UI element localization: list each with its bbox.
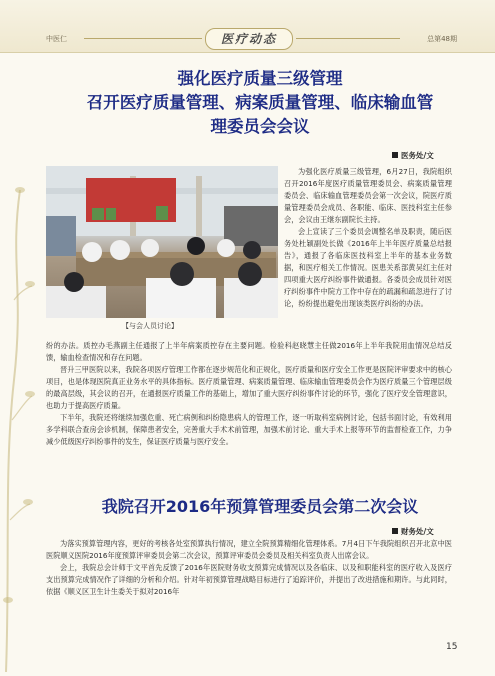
article1-paragraph: 下半年，我院还将继续加强危重、死亡病例和纠纷隐患病人的管理工作，逐一听取科室病例讨论，包括书面讨论，有效利用多学科联合查房会诊机制，保障患者安全，完善重大手术术前管理，加强术前讨论、重大手术上报等环节的监督检查工作，力争减少低级医疗纠纷事件的发生，保证医疗质量与医疗安全。 xyxy=(46,413,452,446)
journal-name: 中医仁 xyxy=(46,35,67,43)
section-title: 医疗动态 xyxy=(205,28,293,50)
photo-caption: 【与会人员讨论】 xyxy=(122,322,178,330)
article1-paragraph: 会上宣读了三个委员会调整名单及职责，随后医务处杜颖副处长做《2016年上半年医疗质量总结报告》，通报了各临床医技科室上半年的基本业务数据，和医疗相关工作情况。医患关系部黄吴红主任对四项重大医疗纠纷事件做通报。各委员会成员针对医疗纠纷事件中院方工作中存在的疏漏和疏忽进行了讨论，纷纷提出避免出现该类医疗纠纷的办法。 xyxy=(284,227,452,308)
article1-paragraph: 为强化医疗质量三级管理，6月27日，我院组织召开2016年度医疗质量管理委员会、病案质量管理委员会、临床输血管理委员会第一次会议，院医疗质量管理委员会成员、各职能、临床、医技科室主任参会，会议由王继东副院长主持。 xyxy=(284,167,452,224)
page-header xyxy=(0,0,495,53)
article1-title-line2: 召开医疗质量管理、病案质量管理、临床输血管 xyxy=(86,93,434,112)
decorative-branch-icon xyxy=(0,0,40,672)
article1-byline: 医务处/文 xyxy=(392,150,434,161)
page-number: 15 xyxy=(446,642,458,652)
header-rule-left xyxy=(84,38,202,39)
article1-paragraph: 纷的办法。质控办毛燕副主任通报了上半年病案质控存在主要问题。检验科赵晓慧主任做2016年上半年我院用血情况总结反馈，输血检查情况和存在问题。 xyxy=(46,341,452,362)
article1-paragraph: 晋升三甲医院以来，我院各项医疗管理工作都在逐步规范化和正规化，医疗质量和医疗安全工作更是医院评审要求中的核心项目，也是体现医院真正业务水平的具体指标。医疗质量管理、病案质量管理、临床输血管理委员会作为医疗质量三个管理层级的最高层级，其会议的召开，在通报医疗质量工作的基础上，增加了重大医疗纠纷事件讨论的环节，强化了医疗安全管理意识，也助力于提高医疗质量。 xyxy=(46,365,452,410)
header-rule-right xyxy=(296,38,400,39)
meeting-photo xyxy=(46,166,278,318)
article1-right-column xyxy=(284,166,452,310)
article1-title-line3: 理委员会会议 xyxy=(210,117,310,136)
article1-full-width-text xyxy=(46,340,452,448)
issue-number: 总第48期 xyxy=(427,35,457,43)
article2-byline: 财务处/文 xyxy=(392,526,434,537)
article2-paragraph: 为落实预算管理内容，更好的考核各处室预算执行情况，建立全院预算精细化管理体系。7月4日下午我院组织召开北京中医医院顺义医院2016年度预算评审委员会第二次会议，预算评审委员会委员及相关科室负责人出席会议。 xyxy=(46,539,452,560)
article2-text xyxy=(46,538,452,598)
article2-title: 我院召开2016年预算管理委员会第二次会议 xyxy=(101,497,419,516)
article2-paragraph: 会上，我院总会计师于文平首先反馈了2016年医院财务收支预算完成情况以及各临床、以及和职能科室的医疗收入及医疗支出预算完成情况作了详细的分析和介绍。针对年初预算管理战略目标进行了追踪评价，并提出了改进措施和期许。与此同时，依据《顺义区卫生计生委关于拟对2016年 xyxy=(46,563,452,596)
article1-title-line1: 强化医疗质量三级管理 xyxy=(177,69,343,88)
